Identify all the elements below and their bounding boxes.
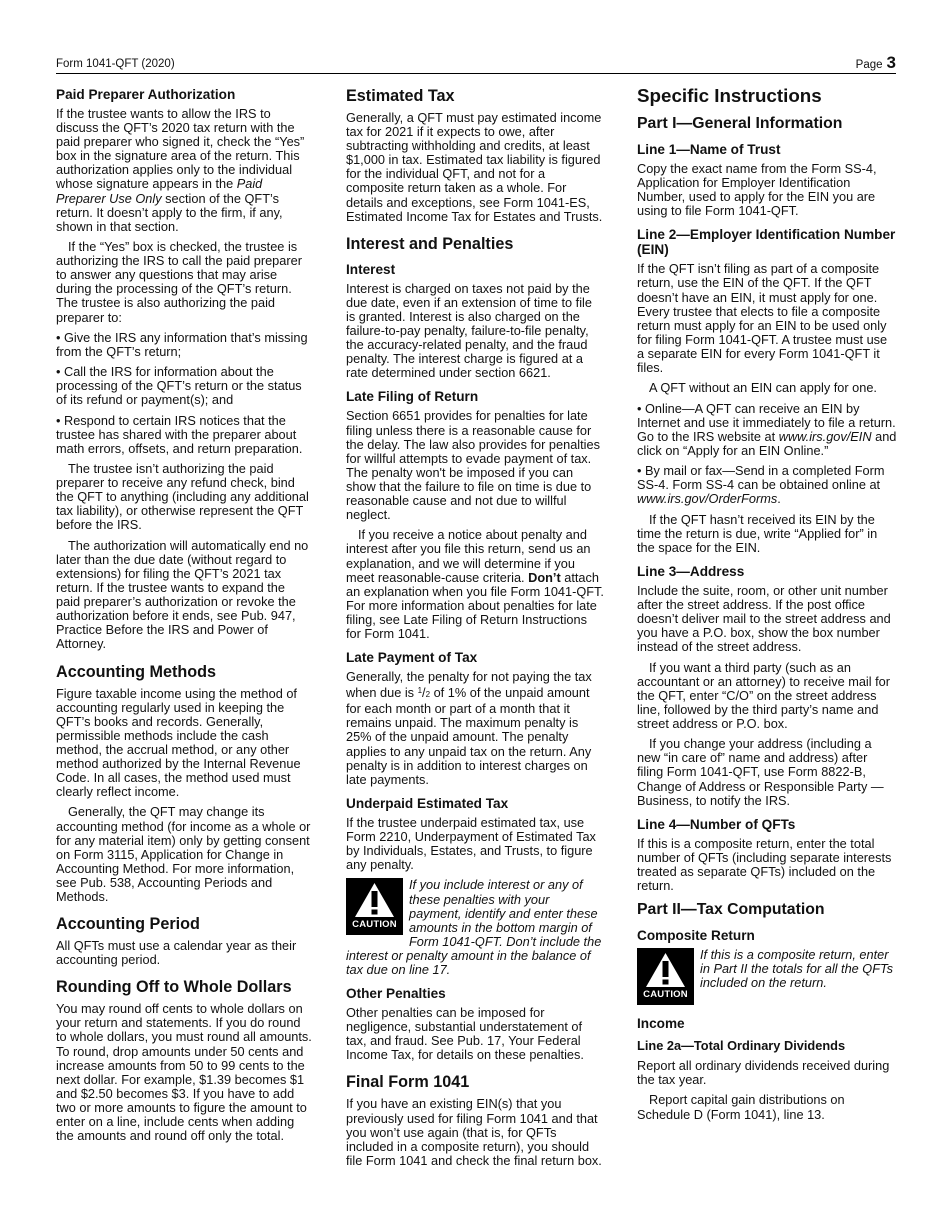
caution-icon: [637, 948, 694, 1005]
form-name: Form 1041-QFT (2020): [56, 58, 175, 70]
paragraph: Section 6651 provides for penalties for late filing unless there is a reasonable cause for the delay. The law also provides for penalties for willful attempts to evade payment of tax. The penalty won't be imposed if you can show that the failure to file on time is due to reasonable cause and not due to willful neglect.: [346, 408, 600, 523]
column-2: [346, 85, 604, 1174]
paragraph: Include the suite, room, or other unit number after the street address. If the post office doesn’t deliver mail to the street address and you have a P.O. box, show the box number instead of the street address.: [637, 582, 891, 655]
section-heading-paid-preparer: Paid Preparer Authorization: [56, 87, 236, 102]
part-heading-general-information: Part I—General Information: [637, 115, 843, 132]
subheading-interest: Interest: [346, 261, 396, 277]
paragraph: The authorization will automatically end no later than the due date (without regard to extensions) for filing the QFT’s 2021 tax return. If the trustee wants to expand the paid preparer’s authorization or revoke the authorization before it ends, see Pub. 947, Practice Before the IRS and Power of Attorney.: [56, 537, 309, 652]
paragraph: If you have an existing EIN(s) that you previously used for filing Form 1041 and that you won’t use again (that is, for QFTs included in a composite return), you should file Form 1041 and check the final return box.: [346, 1096, 602, 1168]
paragraph: If you want a third party (such as an accountant or an attorney) to receive mail for the QFT, enter “C/O” on the street address line, followed by the third party’s name and street address or P.O. box.: [637, 659, 891, 731]
part-heading-tax-computation: Part II—Tax Computation: [637, 901, 825, 919]
caution-note: [346, 878, 604, 977]
paragraph: Generally, the penalty for not paying the tax when due is $^1$/2 of 1% of the unpaid amount for each month or part of a month that it remains unpaid. The maximum penalty is 25% of the unpaid amount. The penalty applies to any unpaid tax on the return. Any penalty is in addition to interest charges on late payments.: [346, 669, 592, 787]
section-heading-final-form: Final Form 1041: [346, 1073, 470, 1092]
subheading-line-2: Line 2—Employer Identification Number (EIN): [637, 227, 896, 258]
caution-text: If you include interest or any of these penalties with your payment, identify and enter these amounts in the bottom margin of Form 1041-QFT. Don’t include the interest or penalty amount in the balance of tax due on line 17.: [346, 877, 602, 977]
subheading-line-2a: Line 2a—Total Ordinary Dividends: [637, 1038, 846, 1054]
paragraph: If you receive a notice about penalty and interest after you file this return, send us an explanation, and we will determine if you meet reasonable-cause criteria. Don’t attach an explanation when you file Form 1041-QFT. For more information about penalties for late filing, see Late Filing of Return Instructions for Form 1041.: [346, 527, 604, 641]
column-3: [637, 85, 897, 1128]
section-heading-accounting-period: Accounting Period: [56, 915, 200, 934]
paragraph: If the QFT hasn’t received its EIN by the time the return is due, write “Applied for” in the space for the EIN.: [637, 511, 878, 555]
subheading-line-4: Line 4—Number of QFTs: [637, 816, 796, 832]
page-header: [56, 52, 896, 74]
caution-note: [637, 948, 897, 1007]
paragraph: If the “Yes” box is checked, the trustee is authorizing the IRS to call the paid preparer to answer any questions that may arise during the processing of the QFT’s return. The trustee is also authorizing the paid preparer to:: [56, 239, 302, 325]
subheading-late-payment: Late Payment of Tax: [346, 650, 478, 666]
subheading-line-1: Line 1—Name of Trust: [637, 142, 781, 157]
paragraph: If the trustee underpaid estimated tax, use Form 2210, Underpayment of Estimated Tax by Individuals, Estates, and Trusts, to figure any penalty.: [346, 814, 596, 873]
paragraph: Report capital gain distributions on Schedule D (Form 1041), line 13.: [637, 1092, 845, 1122]
subheading-income: Income: [637, 1016, 685, 1032]
caution-icon: [346, 878, 403, 935]
page-title: Specific Instructions: [637, 85, 822, 106]
bullet-item: • Respond to certain IRS notices that the trustee has shared with the preparer about math errors, offsets, and return preparation.: [56, 412, 303, 456]
paragraph: A QFT without an EIN can apply for one.: [649, 380, 877, 396]
section-heading-estimated-tax: Estimated Tax: [346, 87, 455, 105]
paragraph: Report all ordinary dividends received during the tax year.: [637, 1058, 890, 1088]
paragraph: The trustee isn’t authorizing the paid preparer to receive any refund check, bind the QFT to anything (including any additional tax liability), or otherwise represent the QFT before the IRS.: [56, 461, 309, 533]
paragraph: All QFTs must use a calendar year as their accounting period.: [56, 938, 297, 968]
subheading-other-penalties: Other Penalties: [346, 986, 446, 1002]
paragraph: If you change your address (including a new “in care of” name and address) after filing Form 1041-QFT, use Form 8822-B, Change of Address or Responsible Party — Business, to notify the IRS.: [637, 736, 884, 808]
page-number-label: [856, 53, 896, 73]
page-number: 3: [886, 53, 896, 72]
subheading-underpaid: Underpaid Estimated Tax: [346, 795, 509, 811]
paragraph: If the trustee wants to allow the IRS to discuss the QFT’s 2020 tax return with the paid preparer who signed it, check the “Yes” box in the signature area of the return. This authorization applies only to the individual whose signature appears in the Paid Preparer Use Only section of the QFT’s return. It doesn’t apply to the firm, if any, shown in that section.: [56, 106, 305, 234]
paragraph: If the QFT isn’t filing as part of a composite return, use the EIN of the QFT. If the QFT doesn’t have an EIN, it must apply for one. Every trustee that elects to file a composite return must apply for an EIN to be used only for filing Form 1041-QFT. A trustee must use a separate EIN for every Form 1041-QFT it files.: [637, 261, 888, 376]
caution-label: CAUTION: [643, 988, 688, 1000]
caution-label: CAUTION: [352, 919, 397, 931]
bullet-item: • Call the IRS for information about the processing of the QFT’s return or the status of its refund or payment(s); and: [56, 364, 302, 408]
paragraph: You may round off cents to whole dollars on your return and statements. If you do round to whole dollars, you must round all amounts. To round, drop amounts under 50 cents and increase amounts from 50 to 99 cents to the next dollar. For example, $1.39 becomes $1 and $2.50 becomes $3. If you have to add two or more amounts to figure the amount to enter on a line, include cents when adding the amounts and round off only the total.: [56, 1001, 312, 1144]
paragraph: Figure taxable income using the method of accounting regularly used in keeping the QFT’s books and records. Generally, permissible methods include the cash method, the accrual method, or any other method authorized by the Internal Revenue Code. In all cases, the method used must clearly reflect income.: [56, 685, 301, 800]
bullet-item: • By mail or fax—Send in a completed Form SS-4. Form SS-4 can be obtained online at www.irs.gov/OrderForms.: [637, 463, 885, 507]
bullet-item: • Give the IRS any information that’s missing from the QFT’s return;: [56, 329, 308, 359]
paragraph: If this is a composite return, enter the total number of QFTs (including separate interests treated as separate QFTs) included on the return.: [637, 835, 892, 893]
warning-triangle-icon: [354, 882, 395, 918]
section-heading-interest-penalties: Interest and Penalties: [346, 234, 514, 253]
page-label: Page: [855, 59, 883, 71]
paragraph: Generally, the QFT may change its accounting method (for income as a whole or for any material item) only by getting consent on Form 3115, Application for Change in Accounting Method. For more information, see Pub. 538, Accounting Periods and Methods.: [56, 804, 311, 904]
warning-triangle-icon: [645, 952, 686, 988]
paragraph: Interest is charged on taxes not paid by the due date, even if an extension of time to file is granted. Interest is also charged on the failure-to-pay penalty, failure-to-file penalty, the accuracy-related penalty, and the fraud penalty. The interest charge is figured at a rate determined under section 6621.: [346, 280, 592, 381]
subheading-composite-return: Composite Return: [637, 928, 755, 944]
subheading-late-filing: Late Filing of Return: [346, 389, 479, 405]
section-heading-rounding: Rounding Off to Whole Dollars: [56, 978, 292, 997]
column-1: [56, 85, 312, 1149]
paragraph: Copy the exact name from the Form SS-4, Application for Employer Identification Number, used to apply for the EIN you are using to file Form 1041-QFT.: [637, 161, 877, 219]
caution-text: If this is a composite return, enter in Part II the totals for all the QFTs included on the return.: [700, 947, 893, 991]
paragraph: Generally, a QFT must pay estimated income tax for 2021 if it expects to owe, after subtracting withholding and credits, at least $1,000 in tax. Estimated tax liability is figured for the individual QFT, and not for a composite return taken as a whole. For details and exceptions, see Form 1041-ES, Estimated Income Tax for Estates and Trusts.: [346, 110, 603, 224]
paragraph: Other penalties can be imposed for negligence, substantial understatement of tax, and fraud. See Pub. 17, Your Federal Income Tax, for details on these penalties.: [346, 1005, 584, 1063]
bullet-item: • Online—A QFT can receive an EIN by Internet and use it immediately to file a return. Go to the IRS website at www.irs.gov/EIN and click on “Apply for an EIN Online.”: [637, 400, 897, 458]
subheading-line-3: Line 3—Address: [637, 563, 745, 579]
section-heading-accounting-methods: Accounting Methods: [56, 662, 217, 681]
